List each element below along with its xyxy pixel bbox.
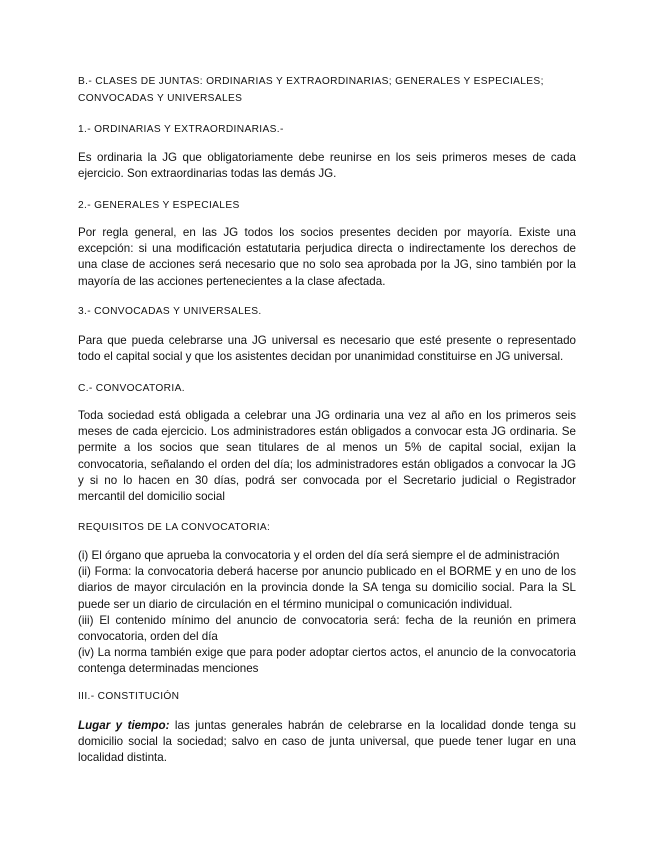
convocatoria-text: Toda sociedad está obligada a celebrar una JG ordinaria una vez al año en los primeros seis meses de cada ejercicio. Los administradores están obligados a convocar esta JG ordinaria. Se permite a los socios que sean titulares de al menos un 5% de capital social, exijan la convocatoria, señalando el orden del día; los administradores están obligados a convocar la JG y si no lo hacen en 30 días, podrá ser convocada por el Secretario judicial o Registrador mercantil del domicilio social xyxy=(78,409,576,504)
subsection-text-1: Es ordinaria la JG que obligatoriamente debe reunirse en los seis primeros meses de cada ejercicio. Son extraordinarias todas las demás JG. xyxy=(78,151,576,181)
section-heading-b: B.- CLASES DE JUNTAS: ORDINARIAS Y EXTRAORDINARIAS; GENERALES Y ESPECIALES; CONVOCADAS Y UNIVERSALES xyxy=(78,76,544,104)
subsection-text-2: Por regla general, en las JG todos los socios presentes deciden por mayoría. Existe una excepción: si una modificación estatutaria perjudica directa o indirectamente los derechos de una clase de acciones será necesario que no solo sea aprobada por la JG, sino también por la mayoría de las acciones pertenecientes a la clase afectada. xyxy=(78,226,576,288)
lugar-tiempo-text: las juntas generales habrán de celebrarse en la localidad donde tenga su domicilio social la sociedad; salvo en caso de junta universal, que puede tener lugar en una localidad distinta. xyxy=(78,719,576,765)
lugar-tiempo-lead: Lugar y tiempo: xyxy=(78,719,170,732)
subsection-title-2: 2.- GENERALES Y ESPECIALES xyxy=(78,200,240,211)
requisitos-list xyxy=(78,548,576,678)
requisito-item: (ii) Forma: la convocatoria deberá hacerse por anuncio publicado en el BORME y en uno de los diarios de mayor circulación en la provincia donde la SA tenga su domicilio social. Para la SL puede ser un diario de circulación en el término municipal o comunicación individual. xyxy=(78,565,576,611)
subsection-title-3: 3.- CONVOCADAS Y UNIVERSALES. xyxy=(78,306,262,317)
requisito-item: (iii) El contenido mínimo del anuncio de convocatoria será: fecha de la reunión en primera convocatoria, orden del día xyxy=(78,613,576,644)
section-heading-c: C.- CONVOCATORIA. xyxy=(78,383,185,394)
requisito-item: (i) El órgano que aprueba la convocatoria y el orden del día será siempre el de administración xyxy=(78,549,560,562)
subsection-title-1: 1.- ORDINARIAS Y EXTRAORDINARIAS.- xyxy=(78,124,284,135)
subsection-text-3: Para que pueda celebrarse una JG universal es necesario que esté presente o representado todo el capital social y que los asistentes decidan por unanimidad constituirse en JG universal. xyxy=(78,334,576,364)
requisito-item: (iv) La norma también exige que para poder adoptar ciertos actos, el anuncio de la convocatoria contenga determinadas menciones xyxy=(78,646,576,676)
section-heading-iii: III.- CONSTITUCIÓN xyxy=(78,691,180,702)
constitucion-text xyxy=(78,718,576,767)
requisitos-title: REQUISITOS DE LA CONVOCATORIA: xyxy=(78,522,271,533)
